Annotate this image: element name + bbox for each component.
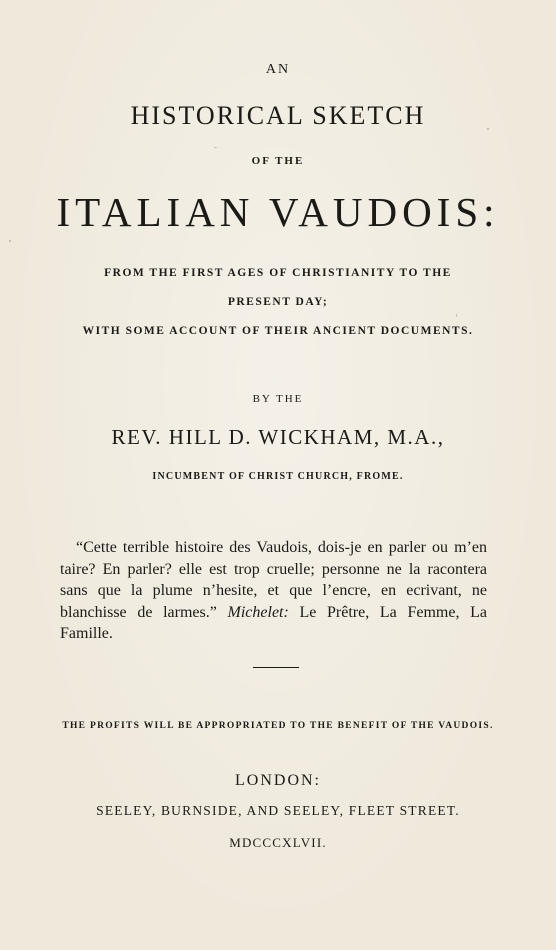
author-name: REV. HILL D. WICKHAM, M.A., (111, 425, 445, 449)
paper-speck (214, 147, 217, 148)
subtitle-line-1: FROM THE FIRST AGES OF CHRISTIANITY TO THE (104, 267, 452, 279)
quote-text: “Cette terrible histoire des Vaudois, dois-je en parler ou m’en taire? En parler? elle est trop cruelle; personne ne la racontera sans que la plume n’hesite, et que l’encre, en ecrivant, ne blanchisse de larmes.” (60, 539, 487, 621)
paper-speck (456, 314, 457, 317)
paper-speck (487, 128, 489, 130)
subtitle-line-2: PRESENT DAY; (227, 296, 329, 308)
paper-speck (9, 240, 11, 242)
profits-note: THE PROFITS WILL BE APPROPRIATED TO THE BENEFIT OF THE VAUDOIS. (62, 721, 494, 731)
imprint-city: LONDON: (235, 772, 321, 789)
quote-author: Michelet: (227, 603, 289, 621)
divider-rule (253, 667, 299, 668)
main-title: ITALIAN VAUDOIS: (56, 189, 500, 235)
by-the: BY THE (252, 393, 304, 405)
author-position: INCUMBENT OF CHRIST CHURCH, FROME. (152, 471, 404, 482)
subtitle-line-3: WITH SOME ACCOUNT OF THEIR ANCIENT DOCUMENTS. (82, 325, 474, 337)
epigraph-quote (60, 537, 487, 645)
imprint-year: MDCCCXLVII. (229, 835, 327, 850)
quote-source: Le Prêtre, La Femme, La Famille. (60, 603, 487, 642)
imprint-publisher: SEELEY, BURNSIDE, AND SEELEY, FLEET STREET. (96, 803, 460, 818)
title-article: AN (265, 62, 291, 77)
title-of-the: OF THE (251, 155, 305, 167)
title-line-historical-sketch: HISTORICAL SKETCH (130, 101, 426, 130)
